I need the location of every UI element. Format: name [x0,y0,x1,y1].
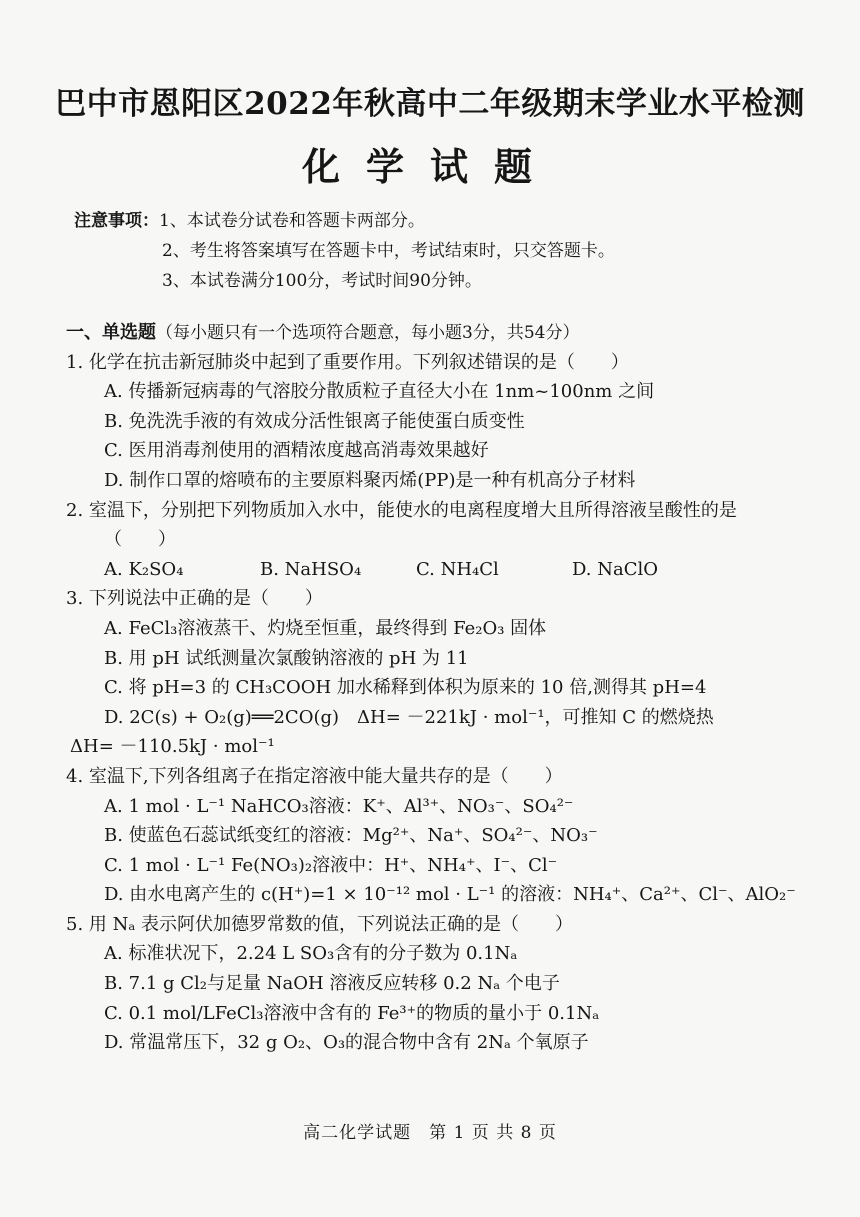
question-1-option-a: A. 传播新冠病毒的气溶胶分散质粒子直径大小在 1nm~100nm 之间 [104,381,655,403]
exam-subtitle: 化学试题 [301,144,558,189]
question-5-option-d: D. 常温常压下，32 g O₂、O₃的混合物中含有 2Nₐ 个氧原子 [104,1032,589,1054]
questions-area [66,318,796,1058]
question-3-option-d-cont: ΔH= －110.5kJ · mol⁻¹ [70,736,275,758]
question-5-option-c: C. 0.1 mol/LFeCl₃溶液中含有的 Fe³⁺的物质的量小于 0.1Nₐ [104,1002,600,1024]
question-2-option-c: C. NH₄Cl [416,558,499,580]
question-4-stem: 4. 室温下,下列各组离子在指定溶液中能大量共存的是（ ） [66,765,563,787]
question-3-option-b: B. 用 pH 试纸测量次氯酸钠溶液的 pH 为 11 [104,647,469,669]
section-heading [66,318,786,348]
question-4-option-d: D. 由水电离产生的 c(H⁺)=1 × 10⁻¹² mol · L⁻¹ 的溶液：NH₄⁺、Ca²⁺、Cl⁻、AlO₂⁻ [104,884,796,906]
question-1-option-c: C. 医用消毒剂使用的酒精浓度越高消毒效果越好 [104,440,489,462]
notice-item-2: 2、考生将答案填写在答题卡中，考试结束时，只交答题卡。 [162,241,615,261]
question-2-stem: 2. 室温下，分别把下列物质加入水中，能使水的电离程度增大且所得溶液呈酸性的是 [66,499,737,521]
question-5-option-b: B. 7.1 g Cl₂与足量 NaOH 溶液反应转移 0.2 Nₐ 个电子 [104,973,560,995]
question-2-option-d: D. NaClO [572,558,659,580]
question-3-option-a: A. FeCl₃溶液蒸干、灼烧至恒重，最终得到 Fe₂O₃ 固体 [104,617,547,639]
question-3-option-c: C. 将 pH=3 的 CH₃COOH 加水稀释到体积为原来的 10 倍,测得其 pH=4 [104,677,707,699]
question-1-option-b: B. 免洗洗手液的有效成分活性银离子能使蛋白质变性 [104,410,525,432]
question-2-options [66,555,786,585]
question-3-stem: 3. 下列说法中正确的是（ ） [66,588,323,610]
notice-label: 注意事项： [74,211,159,231]
question-2-option-b: B. NaHSO₄ [260,558,362,580]
section-note: （每小题只有一个选项符合题意，每小题3分，共54分） [156,323,580,343]
question-2-stem-cont: （ ） [104,529,176,551]
notice-item-1: 1、本试卷分试卷和答题卡两部分。 [159,211,425,231]
question-4-option-c: C. 1 mol · L⁻¹ Fe(NO₃)₂溶液中：H⁺、NH₄⁺、I⁻、Cl⁻ [104,854,558,876]
question-4-option-b: B. 使蓝色石蕊试纸变红的溶液：Mg²⁺、Na⁺、SO₄²⁻、NO₃⁻ [104,825,598,847]
section-title: 一、单选题 [66,322,156,343]
question-4-option-a: A. 1 mol · L⁻¹ NaHCO₃溶液：K⁺、Al³⁺、NO₃⁻、SO₄²⁻ [104,795,574,817]
question-5-stem: 5. 用 Nₐ 表示阿伏加德罗常数的值，下列说法正确的是（ ） [66,913,574,935]
notice-block [74,206,615,296]
page-footer: 高二化学试题 第 1 页 共 8 页 [303,1123,557,1143]
question-2-option-a: A. K₂SO₄ [104,558,184,580]
exam-title: 巴中市恩阳区2022年秋高中二年级期末学业水平检测 [55,86,805,122]
question-3-option-d: D. 2C(s) + O₂(g)══2CO(g) ΔH= －221kJ · mol⁻¹，可推知 C 的燃烧热 [104,706,714,728]
question-1-option-d: D. 制作口罩的熔喷布的主要原料聚丙烯(PP)是一种有机高分子材料 [104,469,636,491]
question-5-option-a: A. 标准状况下，2.24 L SO₃含有的分子数为 0.1Nₐ [104,943,518,965]
notice-row-1 [74,206,615,236]
question-1-stem: 1. 化学在抗击新冠肺炎中起到了重要作用。下列叙述错误的是（ ） [66,351,629,373]
notice-item-3: 3、本试卷满分100分，考试时间90分钟。 [162,271,482,291]
